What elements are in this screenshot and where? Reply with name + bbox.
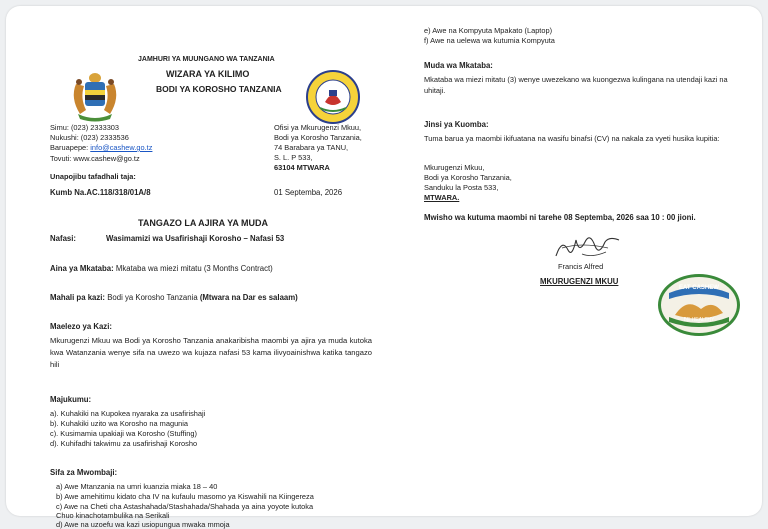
qualification-item: b) Awe amehitimu kidato cha IV na kufaulu masomo ya Kiswahili na Kiingereza <box>56 492 314 501</box>
qualification-item: a) Awe Mtanzania na umri kuanzia miaka 18 – 40 <box>56 482 218 491</box>
email-label: Baruapepe: <box>50 143 89 152</box>
apply-address-line: Mkurugenzi Mkuu, <box>424 163 485 172</box>
address-line-5: 63104 MTWARA <box>274 163 330 172</box>
description-text: Mkurugenzi Mkuu wa Bodi ya Korosho Tanzania anakaribisha maombi ya ajira ya muda kutoka kwa Watanzania wenye sifa na uwezo wa kujaza nafasi 53 kama ilivyoainishwa katika tangazo hili <box>50 336 372 369</box>
signatory-name: Francis Alfred <box>558 262 604 271</box>
duty-item: d). Kuhifadhi takwimu za usafirishaji Korosho <box>50 439 198 448</box>
reference-number: Kumb Na.AC.118/318/01A/8 <box>50 188 151 197</box>
position-value: Wasimamizi wa Usafirishaji Korosho – Nafasi 53 <box>106 234 285 243</box>
email-line <box>50 143 152 152</box>
stamp-bottom-text: BE HEALTHY <box>683 317 715 323</box>
deadline-text: Mwisho wa kutuma maombi ni tarehe 08 Septemba, 2026 saa 10 : 00 jioni. <box>424 213 696 222</box>
reference-label: Unapojibu tafadhali taja: <box>50 172 136 181</box>
phone-number: Simu: (023) 2333303 <box>50 123 120 132</box>
apply-address-line: Bodi ya Korosho Tanzania, <box>424 173 512 182</box>
apply-text: Tuma barua ya maombi ikifuatana na wasifu binafsi (CV) na nakala za vyeti husika kupitia: <box>424 134 720 143</box>
republic-heading: JAMHURI YA MUUNGANO WA TANZANIA <box>138 56 275 63</box>
contract-label: Aina ya Mkataba: <box>50 264 114 273</box>
contract-value: Mkataba wa miezi mitatu (3 Months Contract) <box>115 264 273 273</box>
location-value: Bodi ya Korosho Tanzania <box>107 293 198 302</box>
qualification-item: d) Awe na uzoefu wa kazi usiopungua mwaka mmoja <box>56 520 230 529</box>
position-label: Nafasi: <box>50 234 76 243</box>
board-seal-logo <box>306 70 360 124</box>
qualification-item: c) Awe na Cheti cha Astashahada/Stashahada/Shahada ya aina yoyote kutoka <box>56 502 314 511</box>
apply-city: MTWARA. <box>424 193 460 202</box>
notice-title: TANGAZO LA AJIRA YA MUDA <box>138 218 269 228</box>
duty-item: c). Kusimamia upakiaji wa Korosho (Stuffing) <box>50 429 197 438</box>
letter-date: 01 Septemba, 2026 <box>274 188 343 197</box>
contract-row <box>50 264 273 274</box>
board-heading: BODI YA KOROSHO TANZANIA <box>156 84 282 94</box>
description-heading: Maelezo ya Kazi: <box>50 322 112 331</box>
ministry-heading: WIZARA YA KILIMO <box>166 69 250 79</box>
stamp-top-text: EAT CASHEW <box>679 285 719 291</box>
coat-of-arms-icon <box>66 70 124 122</box>
qualification-item: f) Awe na uelewa wa kutumia Kompyuta <box>424 36 555 45</box>
qualifications-heading: Sifa za Mwombaji: <box>50 468 118 477</box>
qualification-item: e) Awe na Kompyuta Mpakato (Laptop) <box>424 26 553 35</box>
duties-heading: Majukumu: <box>50 395 92 404</box>
duty-item: a). Kuhakiki na Kupokea nyaraka za usafirishaji <box>50 409 206 418</box>
location-label: Mahali pa kazi: <box>50 293 106 302</box>
fax-number: Nukushi: (023) 2333536 <box>50 133 129 142</box>
address-line-1: Ofisi ya Mkurugenzi Mkuu, <box>274 123 362 132</box>
address-line-4: S. L. P 533, <box>274 153 313 162</box>
qualification-item: Chuo kinachotambulika na Serikali <box>56 511 170 520</box>
location-note: (Mtwara na Dar es salaam) <box>199 293 298 302</box>
duration-heading: Muda wa Mkataba: <box>424 61 493 70</box>
document-page <box>6 6 762 529</box>
eat-cashew-logo <box>658 274 740 336</box>
email-link[interactable]: info@cashew.go.tz <box>90 143 153 152</box>
signatory-title: MKURUGENZI MKUU <box>540 277 619 286</box>
website: Tovuti: www.cashew@go.tz <box>50 154 140 163</box>
apply-heading: Jinsi ya Kuomba: <box>424 120 489 129</box>
duty-item: b). Kuhakiki uzito wa Korosho na magunia <box>50 419 189 428</box>
address-line-2: Bodi ya Korosho Tanzania, <box>274 133 362 142</box>
location-row <box>50 293 298 303</box>
duration-text: Mkataba wa miezi mitatu (3) wenye uwezekano wa kuongezwa kulingana na utendaji kazi na uhitaji. <box>424 75 728 96</box>
signature-icon <box>552 234 622 264</box>
address-line-3: 74 Barabara ya TANU, <box>274 143 349 152</box>
apply-address-line: Sanduku la Posta 533, <box>424 183 499 192</box>
